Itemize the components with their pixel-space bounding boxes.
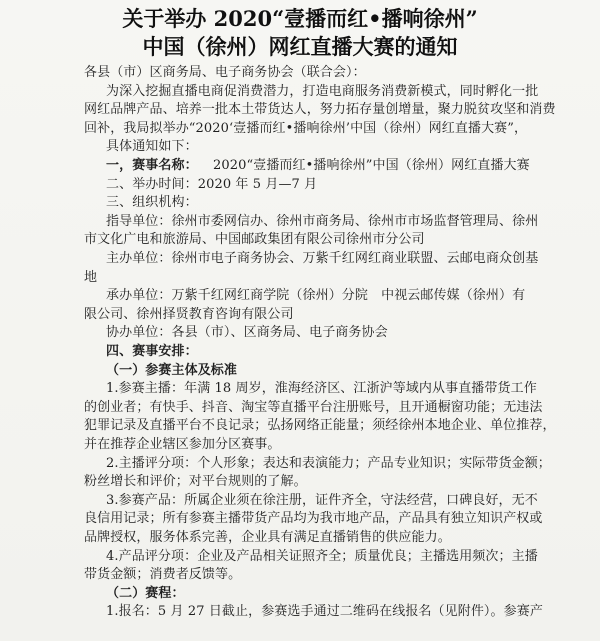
document-line: 具体通知如下： xyxy=(106,139,198,154)
document-line: 地 xyxy=(84,270,98,285)
document-line: 四、赛事安排： xyxy=(106,344,198,359)
document-line: 4.产品评分项：企业及产品相关证照齐全；质量优良；主播选用频次；主播 xyxy=(106,549,538,564)
document-line: 1.报名：5 月 27 日截止，参赛选手通过二维码在线报名（见附件）。参赛产 xyxy=(106,604,543,619)
document-line: 犯罪记录及直播平台不良记录；弘扬网络正能量；须经徐州本地企业、单位推荐， xyxy=(84,418,556,433)
document-line: （一）参赛主体及标准 xyxy=(106,363,238,378)
document-line: 网红品牌产品、培养一批本土带货达人，努力拓存量创增量，聚力脱贫攻坚和消费 xyxy=(84,102,556,117)
document-line: 带货金额；消费者反馈等。 xyxy=(84,567,242,582)
document-line: 各县（市）区商务局、电子商务协会（联合会）： xyxy=(84,65,366,80)
document-line: 为深入挖掘直播电商促消费潜力，打造电商服务消费新模式，同时孵化一批 xyxy=(106,84,539,99)
document-line: 一，赛事名称： xyxy=(106,158,198,173)
document-title-line-2: 中国（徐州）网红直播大赛的通知 xyxy=(142,34,458,59)
document-title-line-1: 关于举办 2020“壹播而红•播响徐州” xyxy=(122,6,478,31)
document-line: 二、举办时间：2020 年 5 月—7 月 xyxy=(106,177,318,192)
document-line: 主办单位：徐州市电子商务协会、万紫千红网红商业联盟、云邮电商众创基 xyxy=(106,251,539,266)
document-line: 3.参赛产品：所属企业须在徐注册，证件齐全，守法经营，口碑良好，无不 xyxy=(106,493,538,508)
document-line: 指导单位：徐州市委网信办、徐州市商务局、徐州市市场监督管理局、徐州 xyxy=(106,214,539,229)
document-line: 三、组织机构： xyxy=(106,195,198,210)
document-line: 回补，我局拟举办“2020‘壹播而红•播响徐州’中国（徐州）网红直播大赛”， xyxy=(84,121,528,136)
document-line: 1.参赛主播：年满 18 周岁，淮海经济区、江浙沪等域内从事直播带货工作 xyxy=(106,381,537,396)
document-line: 2020“壹播而红•播响徐州”中国（徐州）网红直播大赛 xyxy=(213,158,530,173)
document-line: 协办单位：各县（市）、区商务局、电子商务协会 xyxy=(106,325,388,340)
document-line: （二）赛程： xyxy=(106,586,185,601)
document-line: 良信用记录；所有参赛主播带货产品均为我市地产品，产品具有独立知识产权或 xyxy=(84,511,543,526)
document-line: 限公司、徐州择贤教育咨询有限公司 xyxy=(84,307,294,322)
document-line: 粉丝增长和评价；对平台规则的了解。 xyxy=(84,474,307,489)
document-line: 的创业者；有快手、抖音、淘宝等直播平台注册账号，且开通橱窗功能；无违法 xyxy=(84,400,543,415)
document-line: 并在推荐企业辖区参加分区赛事。 xyxy=(84,437,281,452)
document-line: 品牌授权，服务体系完善，企业具有满足直播销售的供应能力。 xyxy=(84,530,451,545)
document-line: 承办单位：万紫千红网红商学院（徐州）分院 中视云邮传媒（徐州）有 xyxy=(106,288,526,303)
document-line: 2.主播评分项：个人形象；表达和表演能力；产品专业知识；实际带货金额； xyxy=(106,456,551,471)
document-line: 市文化广电和旅游局、中国邮政集团有限公司徐州市分公司 xyxy=(84,232,425,247)
